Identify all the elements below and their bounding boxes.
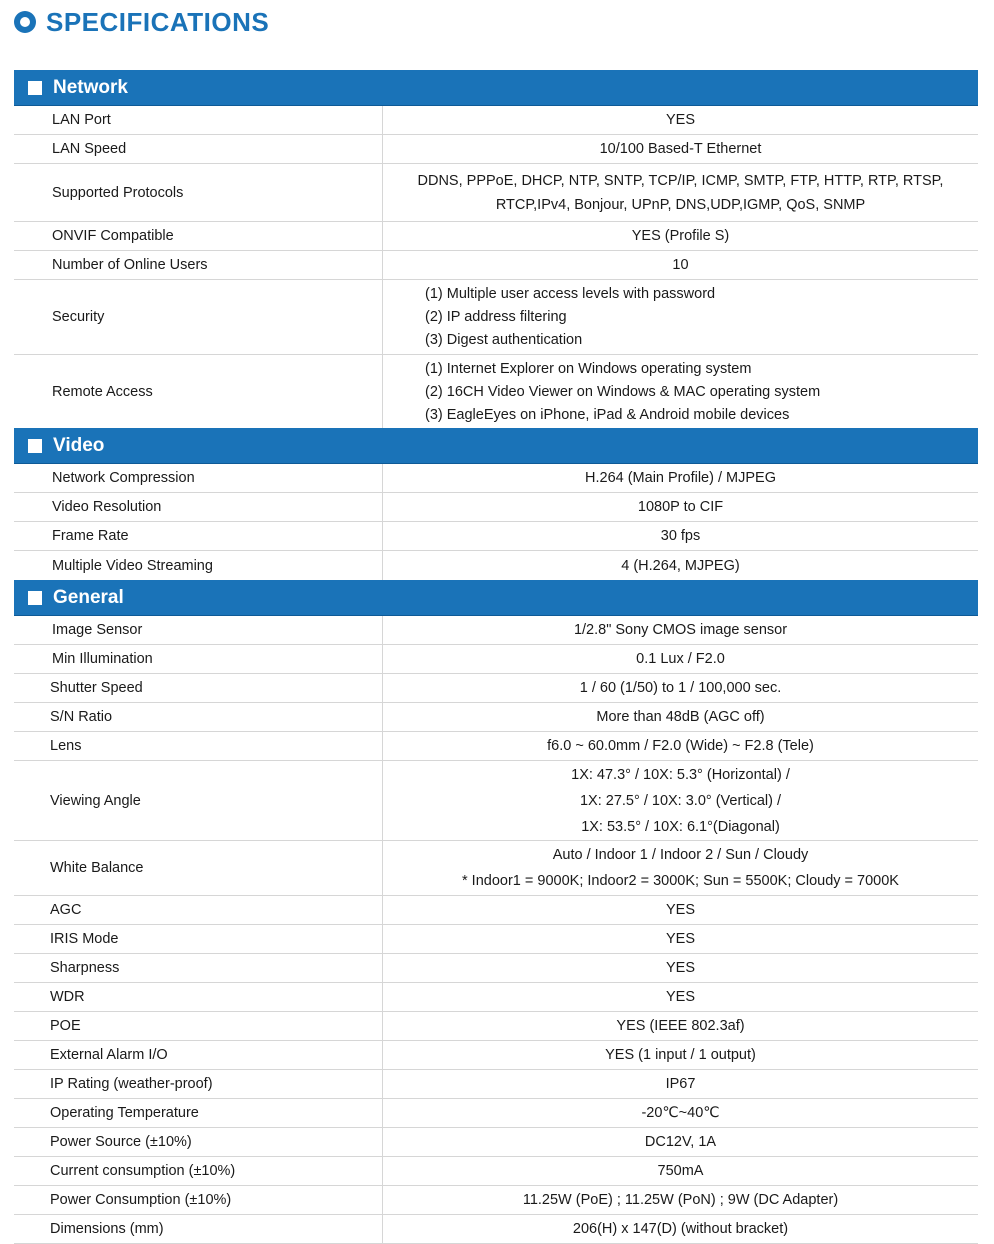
spec-label: IP Rating (weather-proof) bbox=[14, 1070, 383, 1098]
spec-label: LAN Speed bbox=[14, 135, 383, 163]
spec-label: Shutter Speed bbox=[14, 674, 383, 702]
spec-row bbox=[14, 355, 978, 428]
section-title: Network bbox=[53, 76, 128, 98]
spec-row bbox=[14, 106, 978, 135]
spec-label: White Balance bbox=[14, 841, 383, 895]
spec-label: POE bbox=[14, 1012, 383, 1040]
spec-label: Multiple Video Streaming bbox=[14, 551, 383, 580]
spec-value: (1) Internet Explorer on Windows operating system (2) 16CH Video Viewer on Windows & MAC operating system (3) EagleEyes on iPhone, iPad & Android mobile devices bbox=[425, 361, 821, 423]
spec-row bbox=[14, 464, 978, 493]
spec-value: 1X: 47.3° / 10X: 5.3° (Horizontal) / 1X: 27.5° / 10X: 3.0° (Vertical) / 1X: 53.5° / 10X: 6.1°(Diagonal) bbox=[571, 766, 790, 835]
spec-row bbox=[14, 551, 978, 580]
spec-value: -20℃~40℃ bbox=[641, 1105, 720, 1121]
spec-label: Sharpness bbox=[14, 954, 383, 982]
spec-value: 750mA bbox=[657, 1163, 704, 1179]
spec-row bbox=[14, 645, 978, 674]
spec-value: YES bbox=[665, 112, 695, 128]
spec-row bbox=[14, 954, 978, 983]
spec-row bbox=[14, 251, 978, 280]
spec-row bbox=[14, 1099, 978, 1128]
spec-row bbox=[14, 522, 978, 551]
spec-label: Supported Protocols bbox=[14, 164, 383, 221]
spec-value: f6.0 ~ 60.0mm / F2.0 (Wide) ~ F2.8 (Tele) bbox=[547, 738, 814, 754]
spec-value: 10/100 Based-T Ethernet bbox=[599, 141, 762, 157]
spec-value: 11.25W (PoE) ; 11.25W (PoN) ; 9W (DC Adapter) bbox=[522, 1192, 839, 1208]
spec-row bbox=[14, 616, 978, 645]
square-bullet-icon bbox=[28, 439, 42, 453]
spec-row bbox=[14, 1186, 978, 1215]
spec-row bbox=[14, 1215, 978, 1244]
spec-value: 1/2.8" Sony CMOS image sensor bbox=[573, 622, 788, 638]
spec-value: 30 fps bbox=[660, 528, 701, 544]
spec-label: Number of Online Users bbox=[14, 251, 383, 279]
spec-value: Auto / Indoor 1 / Indoor 2 / Sun / Cloudy * Indoor1 = 9000K; Indoor2 = 3000K; Sun = 5500K; Cloudy = 7000K bbox=[462, 847, 899, 889]
spec-value: YES bbox=[665, 989, 695, 1005]
spec-value: DDNS, PPPoE, DHCP, NTP, SNTP, TCP/IP, ICMP, SMTP, FTP, HTTP, RTP, RTSP, RTCP,IPv4, Bonjour, UPnP, DNS,UDP,IGMP, QoS, SNMP bbox=[417, 172, 944, 213]
spec-row bbox=[14, 703, 978, 732]
section-header-video bbox=[14, 428, 978, 464]
spec-value: 4 (H.264, MJPEG) bbox=[621, 557, 740, 574]
spec-label: Dimensions (mm) bbox=[14, 1215, 383, 1243]
spec-row bbox=[14, 1041, 978, 1070]
spec-label: LAN Port bbox=[14, 106, 383, 134]
section-title: Video bbox=[53, 434, 105, 456]
spec-label: Lens bbox=[14, 732, 383, 760]
spec-value: 206(H) x 147(D) (without bracket) bbox=[572, 1221, 789, 1237]
spec-row bbox=[14, 983, 978, 1012]
spec-row bbox=[14, 1128, 978, 1157]
spec-label: Frame Rate bbox=[14, 522, 383, 550]
spec-row bbox=[14, 280, 978, 355]
spec-label: Remote Access bbox=[14, 355, 383, 428]
spec-row bbox=[14, 135, 978, 164]
page-title: SPECIFICATIONS bbox=[46, 6, 270, 37]
spec-row bbox=[14, 841, 978, 896]
spec-row bbox=[14, 896, 978, 925]
section-title: General bbox=[53, 586, 124, 608]
spec-row bbox=[14, 1157, 978, 1186]
spec-value: 10 bbox=[672, 257, 689, 273]
spec-value: 0.1 Lux / F2.0 bbox=[636, 651, 725, 667]
page-header bbox=[14, 4, 269, 40]
spec-label: Current consumption (±10%) bbox=[14, 1157, 383, 1185]
section-header-general bbox=[14, 580, 978, 616]
spec-row bbox=[14, 164, 978, 222]
circle-bullet-icon bbox=[14, 11, 36, 33]
spec-label: Network Compression bbox=[14, 464, 383, 492]
spec-value: More than 48dB (AGC off) bbox=[596, 709, 765, 725]
spec-label: Image Sensor bbox=[14, 616, 383, 644]
section-header-network bbox=[14, 70, 978, 106]
spec-row bbox=[14, 222, 978, 251]
spec-label: Operating Temperature bbox=[14, 1099, 383, 1127]
spec-label: IRIS Mode bbox=[14, 925, 383, 953]
spec-label: ONVIF Compatible bbox=[14, 222, 383, 250]
spec-label: External Alarm I/O bbox=[14, 1041, 383, 1069]
spec-value: 1 / 60 (1/50) to 1 / 100,000 sec. bbox=[579, 680, 782, 696]
spec-row bbox=[14, 732, 978, 761]
spec-label: Security bbox=[14, 280, 383, 354]
spec-value: YES (1 input / 1 output) bbox=[605, 1047, 756, 1063]
spec-value: 1080P to CIF bbox=[637, 499, 724, 515]
spec-value: YES (Profile S) bbox=[631, 228, 730, 244]
spec-row bbox=[14, 493, 978, 522]
spec-label: Viewing Angle bbox=[14, 761, 383, 840]
spec-label: S/N Ratio bbox=[14, 703, 383, 731]
spec-value: YES bbox=[665, 960, 695, 976]
spec-label: Video Resolution bbox=[14, 493, 383, 521]
square-bullet-icon bbox=[28, 81, 42, 95]
spec-value: H.264 (Main Profile) / MJPEG bbox=[585, 470, 776, 486]
spec-label: Power Source (±10%) bbox=[14, 1128, 383, 1156]
spec-row bbox=[14, 761, 978, 841]
spec-value: DC12V, 1A bbox=[644, 1134, 717, 1150]
spec-value: IP67 bbox=[665, 1076, 696, 1092]
spec-value: (1) Multiple user access levels with password (2) IP address filtering (3) Digest authentication bbox=[425, 286, 716, 348]
spec-table bbox=[14, 70, 978, 1244]
spec-label: AGC bbox=[14, 896, 383, 924]
spec-row bbox=[14, 925, 978, 954]
spec-value: YES (IEEE 802.3af) bbox=[616, 1018, 745, 1034]
spec-row bbox=[14, 674, 978, 703]
spec-label: Power Consumption (±10%) bbox=[14, 1186, 383, 1214]
spec-row bbox=[14, 1012, 978, 1041]
spec-value: YES bbox=[665, 902, 695, 918]
spec-label: Min Illumination bbox=[14, 645, 383, 673]
spec-value: YES bbox=[665, 931, 695, 947]
square-bullet-icon bbox=[28, 591, 42, 605]
spec-row bbox=[14, 1070, 978, 1099]
spec-label: WDR bbox=[14, 983, 383, 1011]
